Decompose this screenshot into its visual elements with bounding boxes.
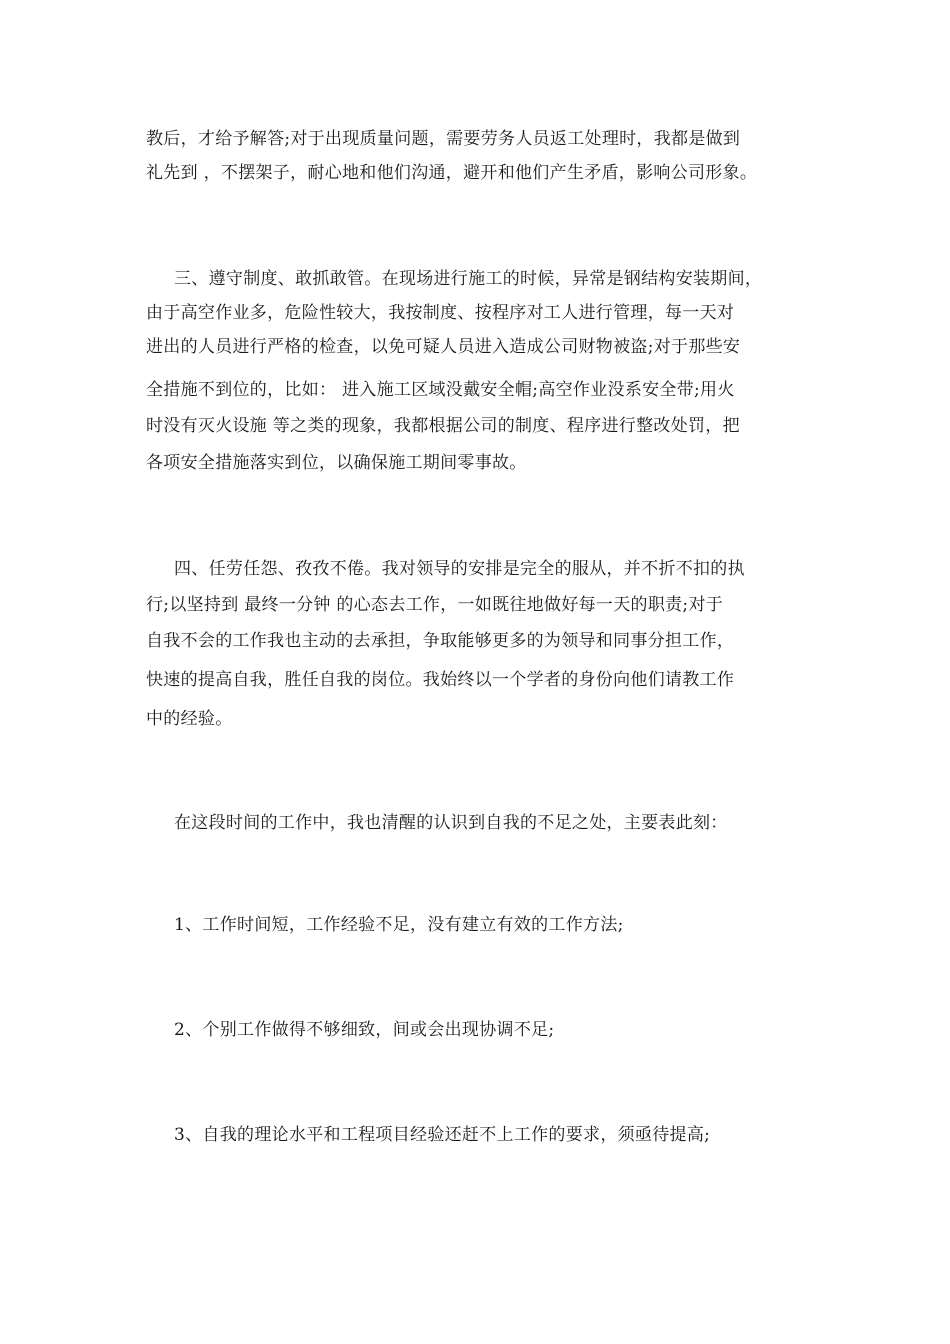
list-item-1: 1、工作时间短，工作经验不足，没有建立有效的工作方法; — [174, 915, 624, 935]
list-item-2: 2、个别工作做得不够细致，间或会出现协调不足; — [174, 1020, 555, 1040]
paragraph-4: 在这段时间的工作中，我也清醒的认识到自我的不足之处，主要表此刻： — [174, 813, 728, 833]
paragraph-3-line-3: 自我不会的工作我也主动的去承担，争取能够更多的为领导和同事分担工作， — [146, 631, 735, 651]
paragraph-3-line-5: 中的经验。 — [146, 709, 233, 729]
paragraph-2-line-3: 进出的人员进行严格的检查，以免可疑人员进入造成公司财物被盗;对于那些安 — [146, 337, 741, 357]
paragraph-2-line-6: 各项安全措施落实到位，以确保施工期间零事故。 — [146, 453, 527, 473]
paragraph-2-line-1: 三、遵守制度、敢抓敢管。在现场进行施工的时候，异常是钢结构安装期间， — [174, 269, 763, 289]
list-item-3: 3、自我的理论水平和工程项目经验还赶不上工作的要求，须亟待提高; — [174, 1125, 711, 1145]
paragraph-1-line-2: 礼先到 ，不摆架子，耐心地和他们沟通，避开和他们产生矛盾，影响公司形象。 — [146, 163, 758, 183]
paragraph-3-line-1: 四、任劳任怨、孜孜不倦。我对领导的安排是完全的服从，并不折不扣的执 — [174, 559, 745, 579]
paragraph-2-line-5: 时没有灭火设施 等之类的现象，我都根据公司的制度、程序进行整改处罚，把 — [146, 416, 740, 436]
paragraph-2-line-2: 由于高空作业多，危险性较大，我按制度、按程序对工人进行管理，每一天对 — [146, 303, 735, 323]
paragraph-3-line-4: 快速的提高自我，胜任自我的岗位。我始终以一个学者的身份向他们请教工作 — [146, 670, 735, 690]
paragraph-3-line-2: 行;以坚持到 最终一分钟 的心态去工作，一如既往地做好每一天的职责;对于 — [146, 595, 724, 615]
paragraph-2-line-4: 全措施不到位的，比如： 进入施工区域没戴安全帽;高空作业没系安全带;用火 — [146, 380, 735, 400]
paragraph-1-line-1: 教后，才给予解答;对于出现质量问题，需要劳务人员返工处理时，我都是做到 — [146, 129, 741, 149]
